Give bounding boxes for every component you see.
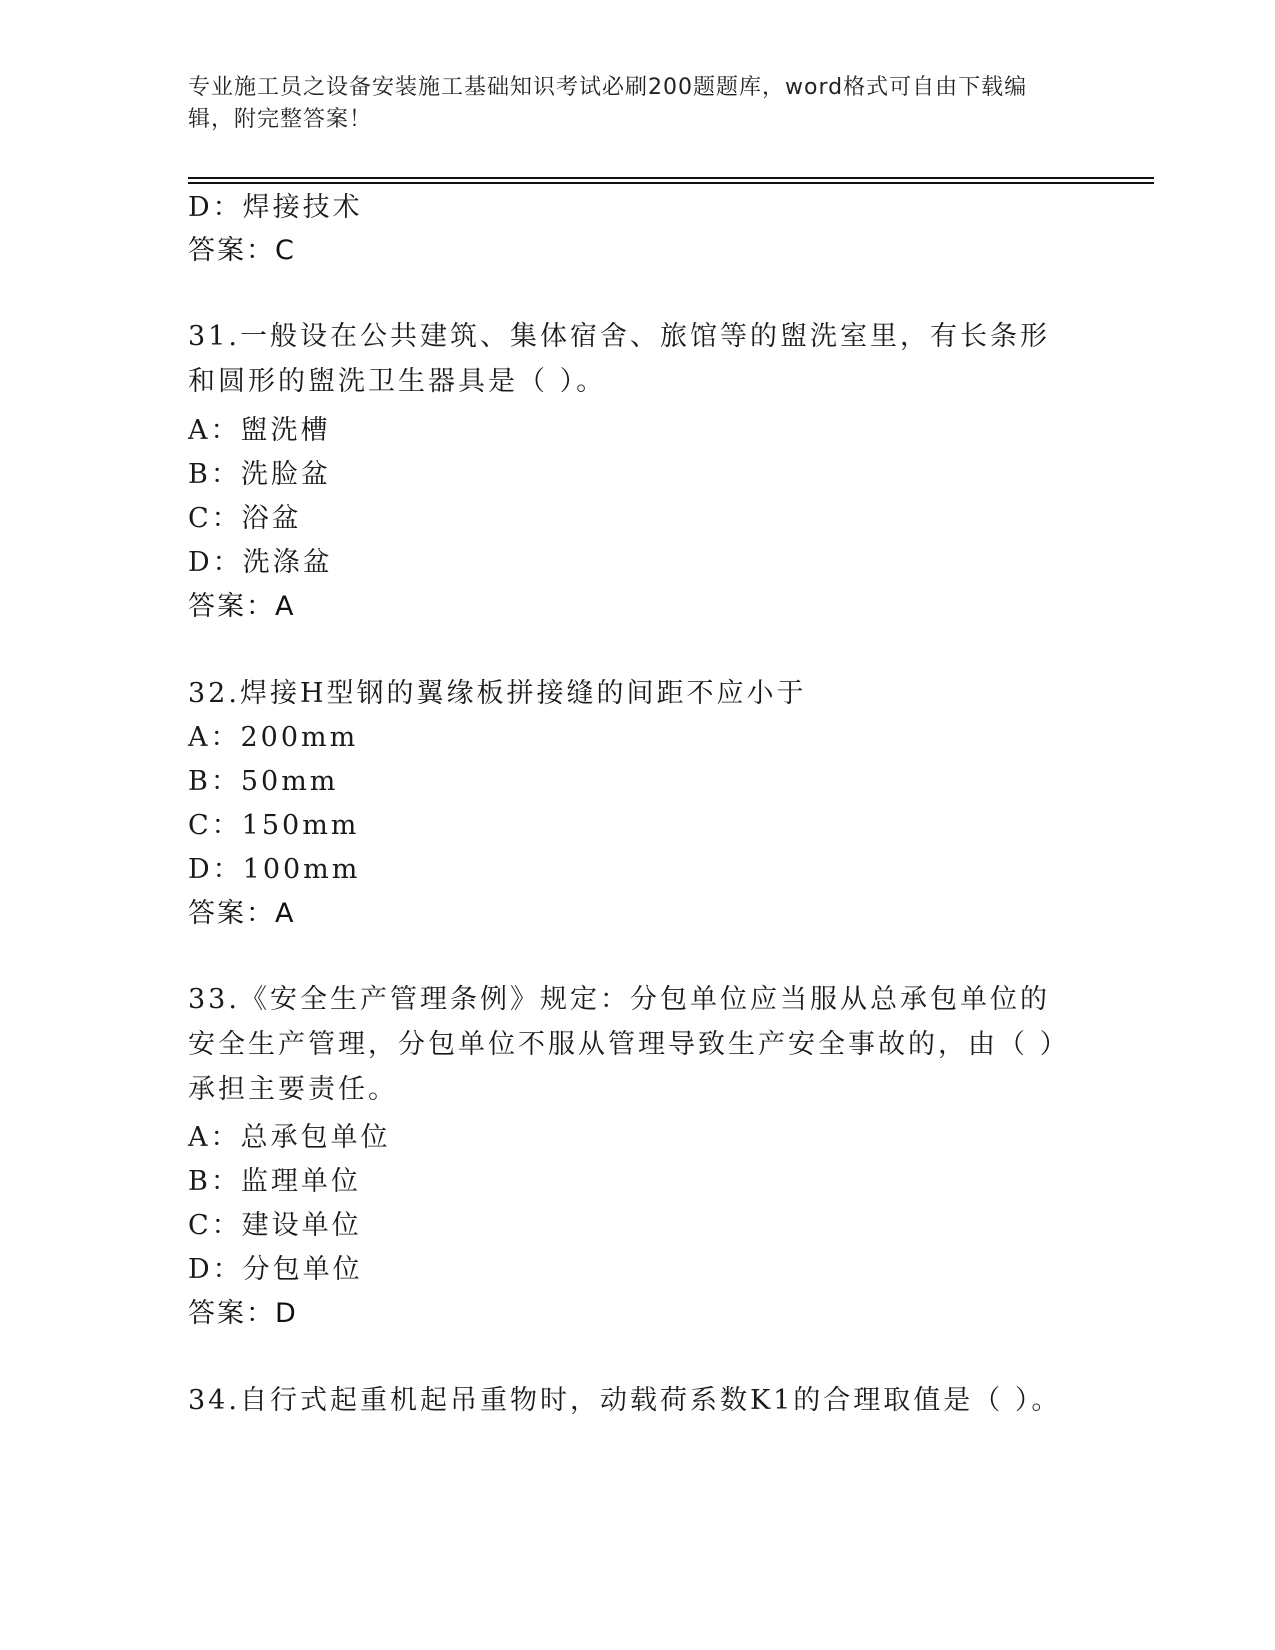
question-33-option-b: B：监理单位 xyxy=(188,1166,361,1197)
question-32-option-c: C：150mm xyxy=(188,810,360,841)
question-33-option-a: A：总承包单位 xyxy=(188,1122,391,1153)
question-32-answer: 答案：A xyxy=(188,898,296,929)
header-divider-top xyxy=(188,177,1154,179)
question-31-option-b: B：洗脸盆 xyxy=(188,459,331,490)
question-33-option-c: C：建设单位 xyxy=(188,1210,362,1241)
prev-option-d: D：焊接技术 xyxy=(188,192,363,223)
header-divider-bottom xyxy=(188,182,1154,184)
question-31-option-c: C：浴盆 xyxy=(188,503,302,534)
question-32-option-a: A：200mm xyxy=(188,722,359,753)
question-31-option-d: D：洗涤盆 xyxy=(188,547,333,578)
question-33-option-d: D：分包单位 xyxy=(188,1254,363,1285)
page-header: 专业施工员之设备安装施工基础知识考试必刷200题题库，word格式可自由下载编辑，附完整答案！ xyxy=(188,75,1028,132)
question-33-answer: 答案：D xyxy=(188,1298,298,1329)
question-32-option-b: B：50mm xyxy=(188,766,339,797)
question-31-answer: 答案：A xyxy=(188,591,296,622)
question-31-stem: 31.一般设在公共建筑、集体宿舍、旅馆等的盥洗室里，有长条形和圆形的盥洗卫生器具是（ ）。 xyxy=(188,321,1050,397)
question-32-stem: 32.焊接H型钢的翼缘板拼接缝的间距不应小于 xyxy=(188,678,807,709)
prev-answer: 答案：C xyxy=(188,235,296,266)
question-32-option-d: D：100mm xyxy=(188,854,361,885)
question-31-option-a: A：盥洗槽 xyxy=(188,415,331,446)
question-33-stem: 33.《安全生产管理条例》规定：分包单位应当服从总承包单位的安全生产管理，分包单位不服从管理导致生产安全事故的，由（ ）承担主要责任。 xyxy=(188,984,1057,1105)
question-34-stem: 34.自行式起重机起吊重物时，动载荷系数K1的合理取值是（ ）。 xyxy=(188,1385,1062,1416)
